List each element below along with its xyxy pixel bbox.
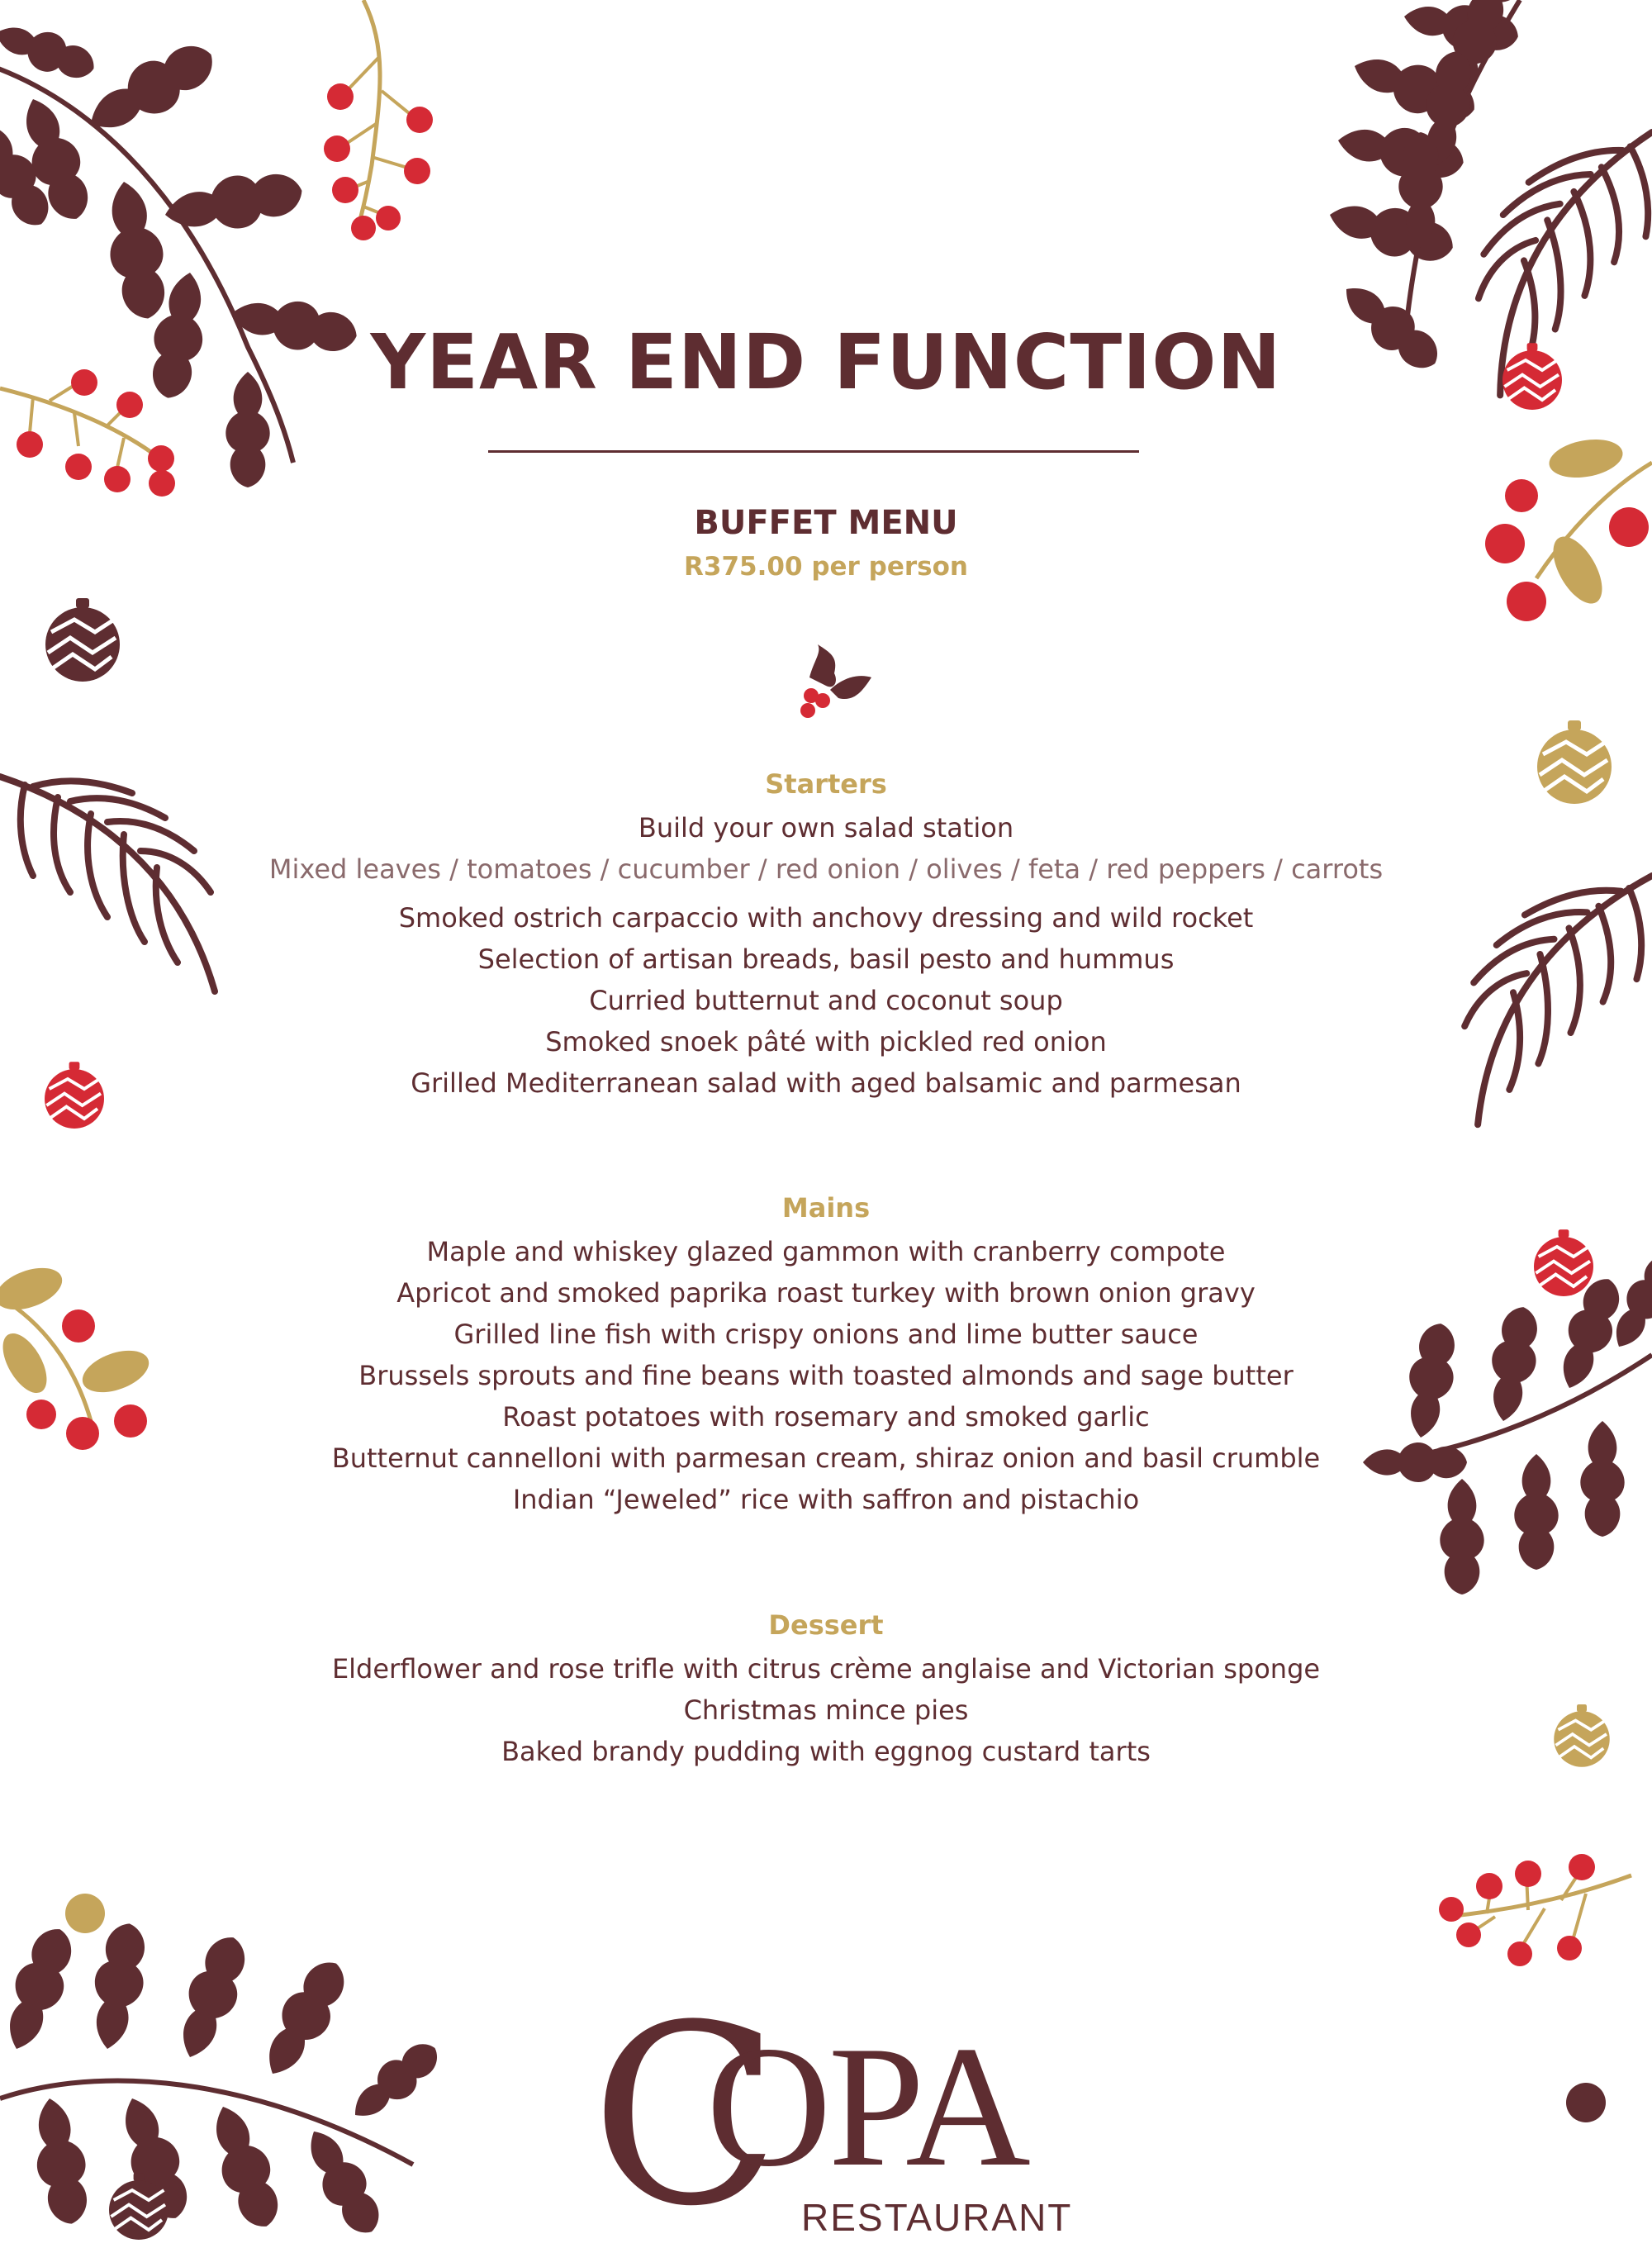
list-item: Selection of artisan breads, basil pesto and hummus [477, 943, 1175, 975]
berry-sprig-icon [1439, 1854, 1631, 1966]
list-item: Smoked snoek pâté with pickled red onion [545, 1026, 1107, 1057]
salad-options: Mixed leaves / tomatoes / cucumber / red onion / olives / feta / red peppers / carrots [268, 853, 1384, 885]
berry-sprig-icon [324, 0, 433, 240]
menu-subtitle: BUFFET MENU [694, 504, 958, 542]
section-heading-mains: Mains [781, 1192, 871, 1224]
list-item: Roast potatoes with rosemary and smoked garlic [502, 1401, 1150, 1433]
list-item: Maple and whiskey glazed gammon with cranberry compote [426, 1236, 1226, 1267]
title-divider [488, 450, 1139, 453]
list-item: Smoked ostrich carpaccio with anchovy dressing and wild rocket [398, 902, 1254, 934]
section-heading-dessert: Dessert [768, 1609, 884, 1641]
logo-letter-c: C [591, 1972, 781, 2247]
starters-list [0, 897, 1652, 1104]
list-item: Elderflower and rose trifle with citrus crème anglaise and Victorian sponge [331, 1653, 1321, 1685]
list-item: Apricot and smoked paprika roast turkey with brown onion gravy [396, 1277, 1256, 1309]
gold-dot [65, 1894, 105, 1933]
holly-icon [0, 1919, 448, 2242]
holly-icon [793, 644, 876, 727]
holly-icon [0, 14, 361, 487]
copa-logo [591, 1966, 1078, 2247]
section-heading-starters: Starters [765, 768, 887, 800]
page-title: YEAR END FUNCTION [370, 318, 1282, 406]
dessert-list [0, 1648, 1652, 1772]
list-item: Baked brandy pudding with eggnog custard tarts [501, 1736, 1151, 1767]
price: R375.00 per person [684, 552, 968, 582]
list-item: Curried butternut and coconut soup [589, 985, 1063, 1016]
mains-list [0, 1231, 1652, 1520]
bauble-icon [45, 598, 120, 682]
list-item: Butternut cannelloni with parmesan cream, shiraz onion and basil crumble [331, 1442, 1321, 1474]
list-item: Indian “Jeweled” rice with saffron and pistachio [512, 1484, 1140, 1515]
logo-wordmark: OPA [706, 2011, 1028, 2203]
list-item: Christmas mince pies [683, 1694, 969, 1726]
list-item: Grilled Mediterranean salad with aged balsamic and parmesan [411, 1067, 1241, 1099]
maroon-dot [1566, 2083, 1606, 2122]
salad-station: Build your own salad station [638, 812, 1014, 844]
logo-tagline: RESTAURANT [801, 2196, 1073, 2239]
list-item: Grilled line fish with crispy onions and lime butter sauce [453, 1319, 1199, 1350]
list-item: Brussels sprouts and fine beans with toasted almonds and sage butter [358, 1360, 1294, 1391]
